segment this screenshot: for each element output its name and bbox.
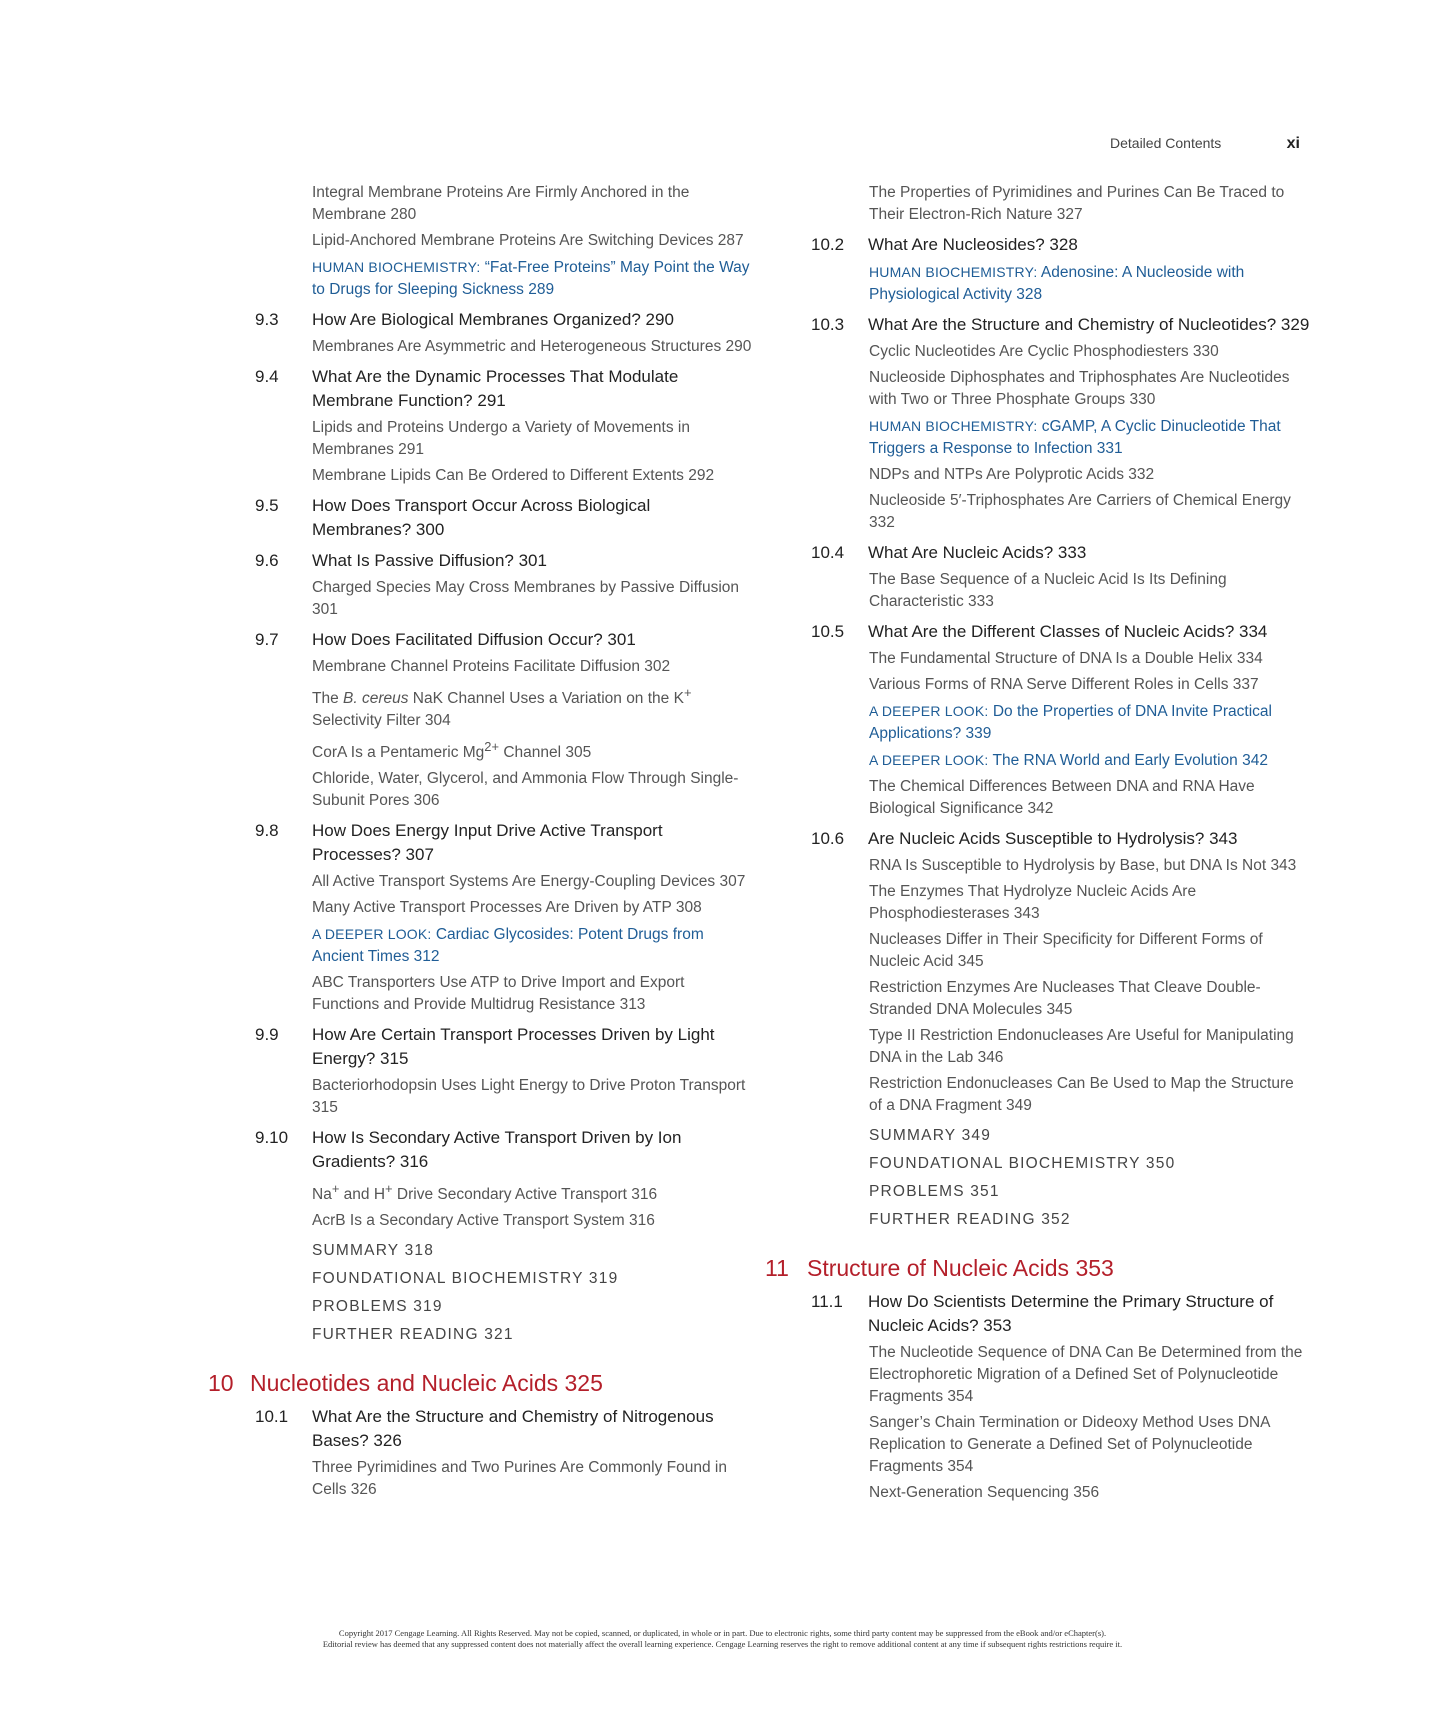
feature-tag: A DEEPER LOOK:	[869, 703, 989, 719]
feature-box-entry	[869, 749, 1310, 772]
toc-subentry: Restriction Enzymes Are Nucleases That Cleave Double-Stranded DNA Molecules 345	[869, 979, 1261, 1018]
section-number: 10.2	[811, 235, 845, 254]
feature-title: Adenosine: A Nucleoside with Physiological Activity 328	[869, 264, 1245, 303]
section-number: 9.6	[255, 551, 279, 570]
section-number: 9.10	[255, 1128, 289, 1148]
section-number: 10.5	[811, 622, 845, 641]
toc-subentry	[312, 1178, 753, 1206]
feature-box-entry	[869, 700, 1310, 745]
toc-section	[208, 1126, 753, 1174]
feature-title: The RNA World and Early Evolution 342	[992, 752, 1268, 769]
species-name: B. cereus	[343, 690, 409, 708]
toc-subentry: Nucleoside Diphosphates and Triphosphates Are Nucleotides with Two or Three Phosphate Groups 330	[869, 369, 1290, 408]
copyright-line: Copyright 2017 Cengage Learning. All Rights Reserved. May not be copied, scanned, or duplicated, in whole or in part. Due to electronic rights, some third party content may be suppressed from the eBook and/or eChapter(s).	[338, 1628, 1107, 1638]
section-title: What Are the Different Classes of Nucleic Acids? 334	[868, 622, 1268, 641]
toc-subentry: Many Active Transport Processes Are Driven by ATP 308	[312, 899, 702, 917]
section-title: What Is Passive Diffusion? 301	[312, 551, 547, 570]
superscript: +	[683, 685, 692, 700]
section-title: How Does Facilitated Diffusion Occur? 301	[312, 630, 636, 649]
toc-section	[208, 1023, 753, 1071]
toc-subentry: RNA Is Susceptible to Hydrolysis by Base, but DNA Is Not 343	[869, 857, 1297, 874]
toc-subentry: Sanger’s Chain Termination or Dideoxy Method Uses DNA Replication to Generate a Defined Set of Polynucleotide Fragments 354	[869, 1414, 1270, 1475]
section-title: How Do Scientists Determine the Primary Structure of Nucleic Acids? 353	[868, 1292, 1274, 1335]
feature-title: “Fat-Free Proteins” May Point the Way to Drugs for Sleeping Sickness 289	[312, 259, 750, 298]
toc-section	[208, 308, 753, 332]
section-title: How Is Secondary Active Transport Driven by Ion Gradients? 316	[312, 1128, 682, 1172]
toc-subentry: Nucleases Differ in Their Specificity for Different Forms of Nucleic Acid 345	[869, 931, 1263, 970]
section-number: 10.1	[255, 1407, 289, 1427]
right-column	[765, 182, 1310, 1504]
feature-title: Do the Properties of DNA Invite Practical Applications? 339	[869, 703, 1272, 742]
section-title: How Does Transport Occur Across Biological Membranes? 300	[312, 496, 651, 539]
toc-subentry: Chloride, Water, Glycerol, and Ammonia Flow Through Single-Subunit Pores 306	[312, 770, 739, 810]
back-matter-further-reading: FURTHER READING 352	[869, 1211, 1071, 1228]
superscript: +	[385, 1181, 393, 1197]
section-title: What Are the Structure and Chemistry of Nucleotides? 329	[868, 315, 1310, 334]
section-number: 9.9	[255, 1025, 279, 1045]
toc-subentry: Charged Species May Cross Membranes by Passive Diffusion 301	[312, 579, 740, 618]
feature-box-entry	[312, 256, 753, 301]
toc-subentry: AcrB Is a Secondary Active Transport System 316	[312, 1212, 655, 1230]
toc-subentry: All Active Transport Systems Are Energy-Coupling Devices 307	[312, 873, 746, 891]
back-matter-foundational: FOUNDATIONAL BIOCHEMISTRY 319	[312, 1270, 619, 1288]
section-title: What Are Nucleosides? 328	[868, 235, 1078, 254]
back-matter-problems: PROBLEMS 319	[312, 1298, 443, 1316]
feature-box-entry	[312, 923, 753, 968]
section-title: How Does Energy Input Drive Active Transport Processes? 307	[312, 821, 663, 865]
toc-section	[208, 1405, 753, 1453]
toc-section	[765, 827, 1310, 851]
toc-subentry: Bacteriorhodopsin Uses Light Energy to Drive Proton Transport 315	[312, 1077, 746, 1117]
toc-subentry: The Properties of Pyrimidines and Purines Can Be Traced to Their Electron-Rich Nature 327	[869, 184, 1285, 223]
page-number: xi	[1286, 135, 1300, 152]
section-number: 11.1	[811, 1292, 843, 1311]
toc-section	[765, 233, 1310, 257]
section-title: Are Nucleic Acids Susceptible to Hydrolysis? 343	[868, 829, 1238, 848]
section-title: What Are Nucleic Acids? 333	[868, 543, 1087, 562]
section-number: 9.4	[255, 367, 279, 386]
text-fragment: NaK Channel Uses a Variation on the K	[408, 690, 684, 708]
chapter-title: Structure of Nucleic Acids 353	[807, 1255, 1114, 1281]
feature-title: Cardiac Glycosides: Potent Drugs from Ancient Times 312	[312, 926, 704, 966]
toc-subentry: Lipid-Anchored Membrane Proteins Are Switching Devices 287	[312, 232, 744, 249]
section-title: What Are the Dynamic Processes That Modulate Membrane Function? 291	[312, 367, 679, 410]
text-fragment: Na	[312, 1186, 332, 1204]
feature-box-entry	[869, 415, 1310, 460]
toc-subentry: Three Pyrimidines and Two Purines Are Commonly Found in Cells 326	[312, 1459, 727, 1499]
toc-section	[208, 365, 753, 413]
feature-tag: HUMAN BIOCHEMISTRY:	[312, 259, 481, 275]
section-title: How Are Certain Transport Processes Driven by Light Energy? 315	[312, 1025, 715, 1069]
toc-subentry: The Base Sequence of a Nucleic Acid Is Its Defining Characteristic 333	[869, 571, 1227, 610]
back-matter-summary: SUMMARY 349	[869, 1127, 992, 1144]
feature-box-entry	[869, 261, 1310, 306]
chapter-heading	[765, 1253, 1310, 1283]
section-number: 10.6	[811, 829, 845, 848]
feature-title: cGAMP, A Cyclic Dinucleotide That Triggers a Response to Infection 331	[869, 418, 1281, 457]
toc-subentry: Membrane Lipids Can Be Ordered to Different Extents 292	[312, 467, 715, 484]
text-fragment: CorA Is a Pentameric Mg	[312, 744, 485, 762]
toc-subentry: Cyclic Nucleotides Are Cyclic Phosphodiesters 330	[869, 343, 1219, 360]
toc-section	[765, 1290, 1310, 1338]
chapter-title: Nucleotides and Nucleic Acids 325	[250, 1370, 603, 1397]
toc-subentry: The Chemical Differences Between DNA and RNA Have Biological Significance 342	[869, 778, 1255, 817]
toc-subentry: Next-Generation Sequencing 356	[869, 1484, 1100, 1501]
text-fragment: The	[312, 690, 344, 708]
toc-subentry: Various Forms of RNA Serve Different Roles in Cells 337	[869, 676, 1259, 693]
section-number: 10.4	[811, 543, 845, 562]
toc-section	[208, 494, 753, 542]
text-fragment: Drive Secondary Active Transport 316	[392, 1186, 658, 1204]
toc-subentry: The Enzymes That Hydrolyze Nucleic Acids Are Phosphodiesterases 343	[869, 883, 1197, 922]
toc-section	[208, 549, 753, 573]
toc-subentry: ABC Transporters Use ATP to Drive Import and Export Functions and Provide Multidrug Resistance 313	[312, 974, 685, 1014]
section-number: 9.5	[255, 496, 279, 515]
feature-tag: A DEEPER LOOK:	[869, 752, 989, 768]
left-column	[208, 182, 753, 1501]
section-title: What Are the Structure and Chemistry of Nitrogenous Bases? 326	[312, 1407, 714, 1451]
copyright-footer	[150, 1628, 1295, 1650]
back-matter-summary: SUMMARY 318	[312, 1242, 435, 1260]
feature-tag: HUMAN BIOCHEMISTRY:	[869, 418, 1038, 434]
back-matter-foundational: FOUNDATIONAL BIOCHEMISTRY 350	[869, 1155, 1176, 1172]
section-number: 9.3	[255, 310, 279, 329]
chapter-number: 11	[765, 1255, 789, 1281]
toc-subentry: Nucleoside 5′-Triphosphates Are Carriers of Chemical Energy 332	[869, 492, 1291, 531]
chapter-number: 10	[208, 1370, 234, 1397]
copyright-line: Editorial review has deemed that any suppressed content does not materially affect the overall learning experience. Cengage Learning reserves the right to remove additional content at any time if subsequent rights restrictions require it.	[322, 1639, 1123, 1649]
toc-subentry	[312, 682, 753, 732]
toc-subentry: Membranes Are Asymmetric and Heterogeneous Structures 290	[312, 338, 752, 355]
toc-section	[765, 313, 1310, 337]
toc-section	[765, 541, 1310, 565]
toc-section	[208, 819, 753, 867]
toc-subentry: The Nucleotide Sequence of DNA Can Be Determined from the Electrophoretic Migration of a Defined Set of Polynucleotide Fragments 354	[869, 1344, 1303, 1405]
superscript: 2+	[484, 739, 500, 755]
text-fragment: Channel 305	[499, 744, 592, 762]
text-fragment: and H	[339, 1186, 386, 1204]
superscript: +	[331, 1181, 340, 1197]
toc-subentry	[312, 736, 753, 764]
running-header	[1110, 135, 1300, 153]
toc-subentry: The Fundamental Structure of DNA Is a Double Helix 334	[869, 650, 1263, 667]
toc-subentry: NDPs and NTPs Are Polyprotic Acids 332	[869, 466, 1155, 483]
section-number: 10.3	[811, 315, 845, 334]
back-matter-further-reading: FURTHER READING 321	[312, 1326, 514, 1344]
section-number: 9.7	[255, 630, 279, 649]
chapter-heading	[208, 1368, 753, 1398]
toc-subentry: Integral Membrane Proteins Are Firmly Anchored in the Membrane 280	[312, 184, 690, 223]
feature-tag: HUMAN BIOCHEMISTRY:	[869, 264, 1038, 280]
toc-section	[765, 620, 1310, 644]
text-fragment: Selectivity Filter 304	[312, 712, 451, 730]
running-header-label: Detailed Contents	[1110, 135, 1222, 151]
section-number: 9.8	[255, 821, 279, 841]
toc-subentry: Restriction Endonucleases Can Be Used to Map the Structure of a DNA Fragment 349	[869, 1075, 1294, 1114]
back-matter-problems: PROBLEMS 351	[869, 1183, 1000, 1200]
toc-section	[208, 628, 753, 652]
toc-subentry: Membrane Channel Proteins Facilitate Diffusion 302	[312, 658, 671, 675]
section-title: How Are Biological Membranes Organized? 290	[312, 310, 674, 329]
toc-subentry: Type II Restriction Endonucleases Are Useful for Manipulating DNA in the Lab 346	[869, 1027, 1294, 1066]
toc-subentry: Lipids and Proteins Undergo a Variety of Movements in Membranes 291	[312, 419, 690, 458]
feature-tag: A DEEPER LOOK:	[312, 926, 432, 943]
